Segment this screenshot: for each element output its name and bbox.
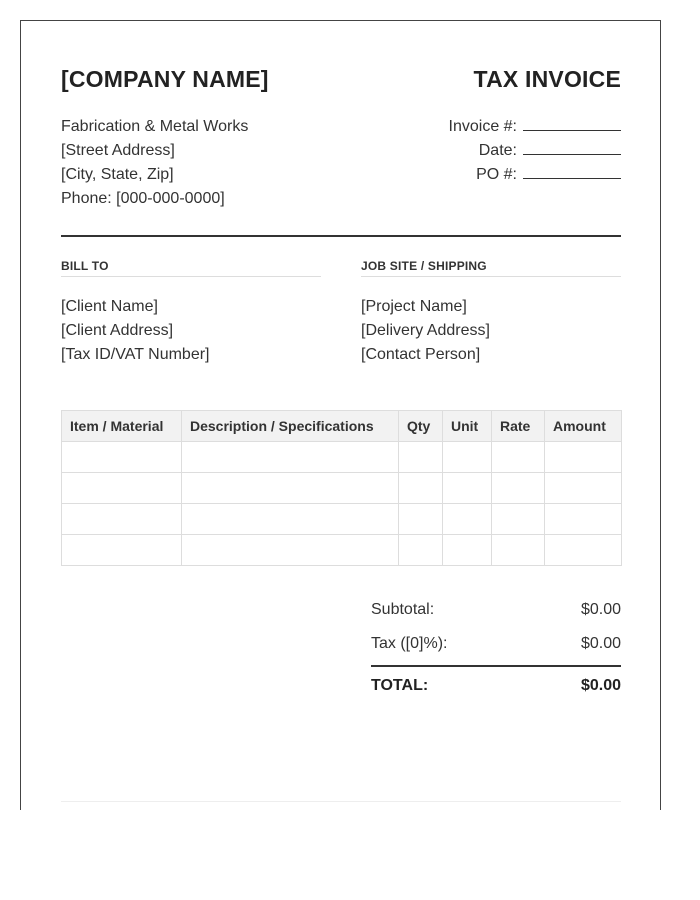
table-cell[interactable] — [182, 504, 399, 535]
contact-person: [Contact Person] — [361, 346, 481, 363]
invoice-page — [20, 20, 661, 810]
table-cell[interactable] — [399, 442, 443, 473]
table-cell[interactable] — [492, 473, 545, 504]
tax-row — [371, 627, 621, 661]
invoice-date-row — [449, 139, 621, 163]
document-title: TAX INVOICE — [473, 66, 621, 92]
company-phone: Phone: [000-000-0000] — [61, 190, 225, 207]
table-cell[interactable] — [182, 442, 399, 473]
company-name: [COMPANY NAME] — [61, 66, 269, 92]
client-name: [Client Name] — [61, 298, 158, 315]
table-cell[interactable] — [182, 473, 399, 504]
table-cell[interactable] — [62, 504, 182, 535]
table-cell[interactable] — [545, 504, 622, 535]
table-row — [62, 473, 622, 504]
table-cell[interactable] — [399, 504, 443, 535]
client-tax-id: [Tax ID/VAT Number] — [61, 346, 210, 363]
table-cell[interactable] — [492, 442, 545, 473]
table-cell[interactable] — [399, 535, 443, 566]
subtotal-row — [371, 593, 621, 627]
company-street: [Street Address] — [61, 142, 175, 159]
delivery-address: [Delivery Address] — [361, 322, 490, 339]
items-table-header — [62, 411, 622, 442]
po-number-label: PO #: — [476, 166, 517, 183]
invoice-number-label: Invoice #: — [448, 118, 517, 135]
job-site-heading: JOB SITE / SHIPPING — [361, 259, 621, 277]
bill-to-heading: BILL TO — [61, 259, 321, 277]
invoice-number-row — [449, 115, 621, 139]
column-header-description: Description / Specifications — [182, 411, 399, 442]
column-header-rate: Rate — [492, 411, 545, 442]
footer-divider — [61, 801, 621, 802]
header-divider — [61, 235, 621, 237]
po-number-row — [449, 163, 621, 187]
job-site-section — [361, 259, 621, 367]
table-cell[interactable] — [492, 504, 545, 535]
invoice-date-label: Date: — [478, 142, 517, 159]
table-cell[interactable] — [545, 442, 622, 473]
invoice-number-field[interactable] — [523, 115, 621, 131]
subtotal-value: $0.00 — [580, 601, 621, 618]
table-row — [62, 535, 622, 566]
column-header-qty: Qty — [399, 411, 443, 442]
table-cell[interactable] — [443, 504, 492, 535]
table-cell[interactable] — [62, 535, 182, 566]
table-cell[interactable] — [545, 535, 622, 566]
total-value: $0.00 — [580, 677, 621, 694]
table-cell[interactable] — [545, 473, 622, 504]
column-header-amount: Amount — [545, 411, 622, 442]
company-city: [City, State, Zip] — [61, 166, 174, 183]
invoice-date-field[interactable] — [523, 139, 621, 155]
column-header-item: Item / Material — [62, 411, 182, 442]
invoice-content — [61, 21, 621, 810]
table-cell[interactable] — [399, 473, 443, 504]
totals-section — [371, 593, 621, 705]
column-header-unit: Unit — [443, 411, 492, 442]
total-label: TOTAL: — [371, 677, 429, 694]
table-row — [62, 504, 622, 535]
job-site-lines — [361, 295, 621, 367]
subtotal-label: Subtotal: — [371, 601, 435, 618]
items-table — [61, 410, 622, 566]
tax-value: $0.00 — [580, 635, 621, 652]
table-row — [62, 442, 622, 473]
table-cell[interactable] — [62, 442, 182, 473]
table-cell[interactable] — [182, 535, 399, 566]
invoice-meta — [449, 115, 621, 187]
po-number-field[interactable] — [523, 163, 621, 179]
company-details — [61, 115, 248, 211]
tax-label: Tax ([0]%): — [371, 635, 448, 652]
table-cell[interactable] — [443, 535, 492, 566]
company-tagline: Fabrication & Metal Works — [61, 118, 249, 135]
table-cell[interactable] — [443, 473, 492, 504]
grand-total-row — [371, 665, 621, 705]
project-name: [Project Name] — [361, 298, 467, 315]
bill-to-lines — [61, 295, 321, 367]
table-cell[interactable] — [62, 473, 182, 504]
bill-to-section — [61, 259, 321, 367]
table-cell[interactable] — [492, 535, 545, 566]
client-address: [Client Address] — [61, 322, 174, 339]
table-cell[interactable] — [443, 442, 492, 473]
